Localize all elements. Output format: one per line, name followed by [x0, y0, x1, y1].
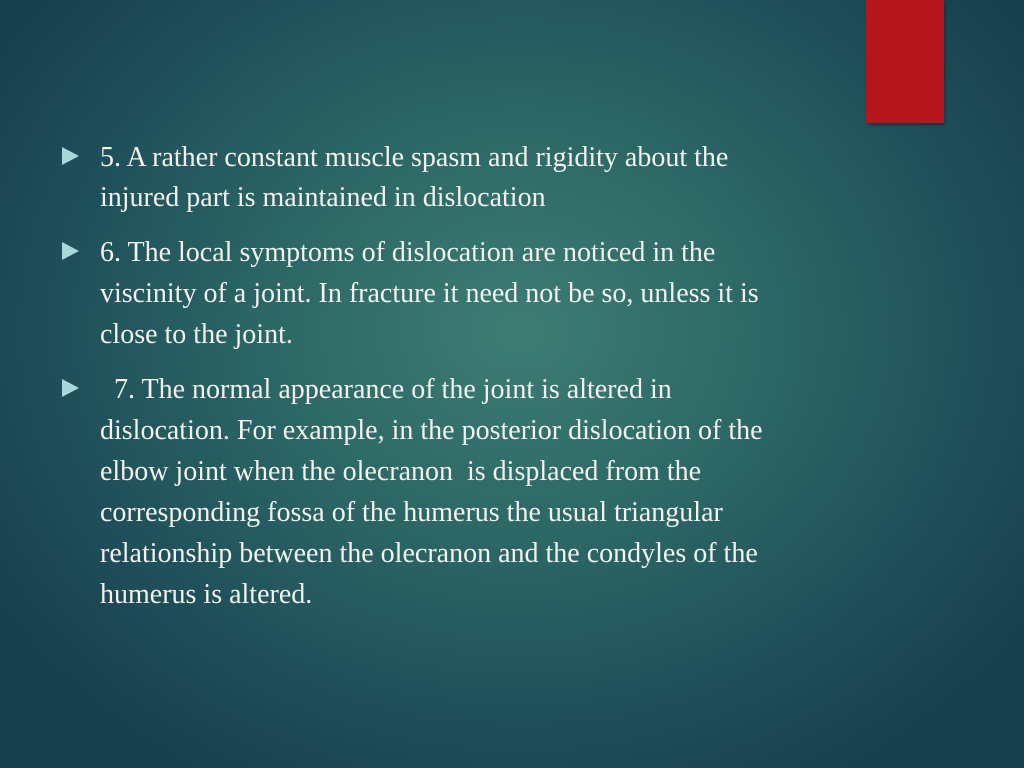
text-line: 5. A rather constant muscle spasm and rigidity about the	[100, 142, 729, 173]
text-line: corresponding fossa of the humerus the usual triangular	[100, 497, 723, 528]
text-line: 6. The local symptoms of dislocation are noticed in the	[100, 237, 716, 268]
triangle-bullet-icon	[62, 379, 79, 397]
text-line: viscinity of a joint. In fracture it need not be so, unless it is	[100, 278, 759, 309]
text-line: close to the joint.	[100, 319, 293, 350]
text-line: injured part is maintained in dislocation	[100, 182, 546, 213]
triangle-bullet-icon	[62, 242, 79, 260]
text-line: 7. The normal appearance of the joint is altered in	[100, 374, 672, 405]
text-line: relationship between the olecranon and the condyles of the	[100, 538, 758, 569]
red-accent-bar	[866, 0, 944, 123]
triangle-bullet-icon	[62, 147, 79, 165]
text-line: humerus is altered.	[100, 579, 313, 610]
text-line: elbow joint when the olecranon is displaced from the	[100, 456, 702, 487]
text-line: dislocation. For example, in the posterior dislocation of the	[100, 415, 763, 446]
